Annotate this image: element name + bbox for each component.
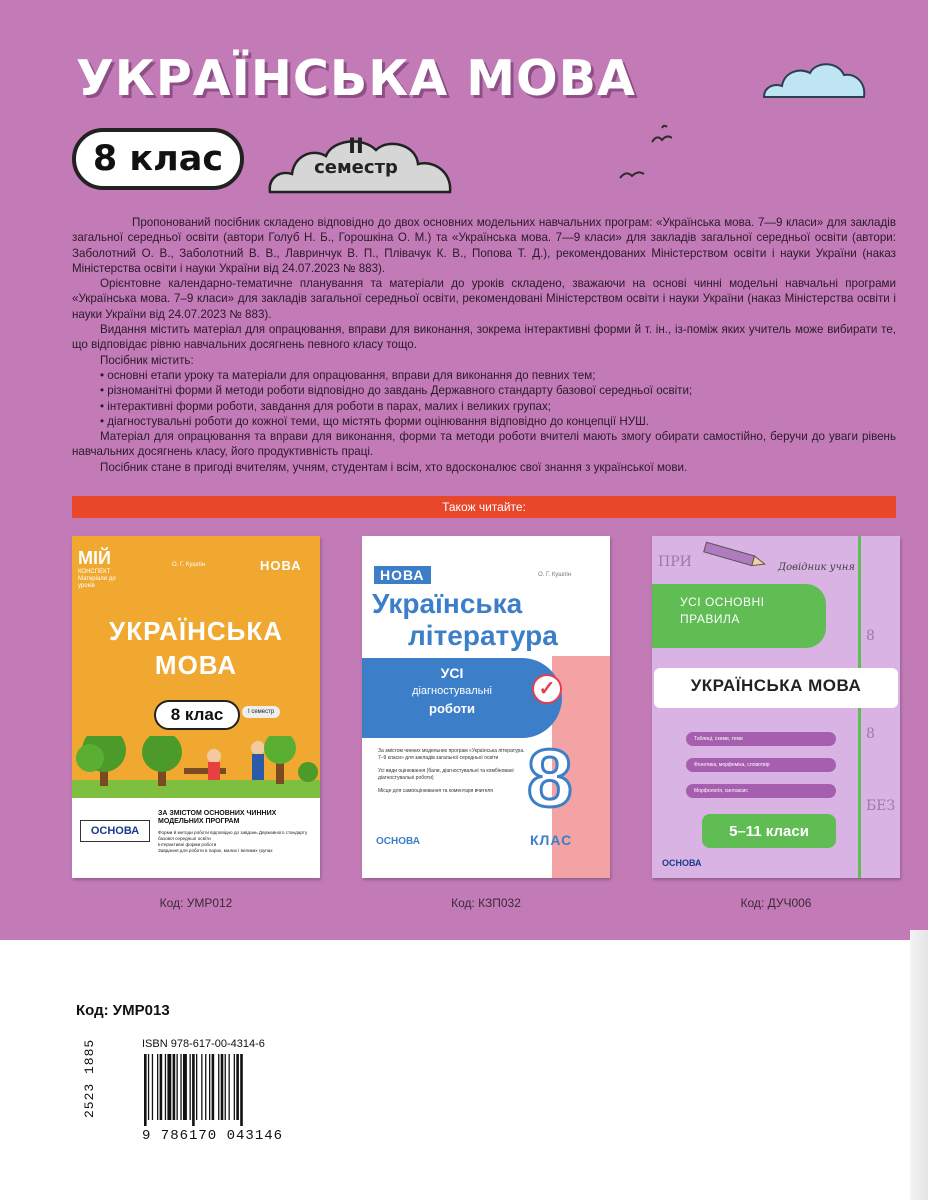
- book-cover-duch006[interactable]: [652, 536, 900, 878]
- doodle-text: БЕЗ: [866, 798, 896, 814]
- barcode-icon: [142, 1054, 282, 1126]
- product-code: Код: УМР013: [76, 1002, 170, 1019]
- book-title-line: МОВА: [154, 650, 238, 680]
- doodle-text: ПРИ: [658, 554, 692, 570]
- barcode-bar: [192, 1054, 195, 1126]
- list-item: Усі види оцінювання (бали, діагностувальні та комбіновані діагностувальні роботи): [378, 768, 514, 781]
- semester-number: II: [348, 134, 364, 158]
- publisher-logo: ОСНОВА: [80, 820, 150, 842]
- book-series-label: Довідник учня: [778, 562, 855, 573]
- book-code: Код: КЗП032: [451, 896, 521, 910]
- barcode-bar: [180, 1054, 181, 1120]
- book-nova-label: НОВА: [374, 566, 431, 584]
- barcode-bar: [229, 1054, 230, 1120]
- book-usi: УСІ: [440, 665, 464, 681]
- check-icon: ✓: [532, 674, 562, 704]
- list-item: • діагностувальні роботи до кожної теми, що містять форми оцінювання відповідно до концепції НУШ.: [100, 414, 896, 429]
- description-paragraph: Матеріал для опрацювання та вправи для виконання, форми та методи роботи вчителі мають змогу обирати самостійно, беручи до уваги рівень навчальних досягнень класу, його продуктивність праці.: [72, 430, 896, 459]
- main-title: УКРАЇНСЬКА МОВА: [76, 50, 636, 107]
- grade-badge: 8 клас: [72, 128, 244, 190]
- barcode-bar: [148, 1054, 149, 1120]
- barcode-bar: [157, 1054, 158, 1120]
- barcode-bar: [209, 1054, 210, 1120]
- barcode-bar: [196, 1054, 197, 1120]
- list-item: Форми й методи роботи відповідно до завдань Державного стандарту базової середньої освіти: [158, 830, 308, 841]
- barcode-bar: [240, 1054, 243, 1126]
- book-title: УКРАЇНСЬКА МОВА: [690, 676, 862, 695]
- list-item: За змістом чинних модельних програм «Українська література. 7–9 класи» для закладів загальної середньої освіти: [378, 748, 525, 761]
- list-item: • різноманітні форми й методи роботи відповідно до завдань Державного стандарту базової середньої освіти;: [100, 383, 896, 398]
- barcode-bar: [190, 1054, 191, 1120]
- barcode-bar: [160, 1054, 163, 1120]
- book-grade-number: 8: [527, 733, 573, 824]
- barcode-bar: [152, 1054, 153, 1120]
- doodle-text: 8: [866, 628, 875, 644]
- isbn: ISBN 978-617-00-4314-6: [142, 1038, 265, 1050]
- book-author: О. Г. Кушпін: [538, 572, 572, 578]
- description: [72, 215, 896, 475]
- book-code: Код: ДУЧ006: [740, 896, 812, 910]
- list-item: Завдання для роботи в парах, малих і великих групах: [158, 848, 273, 853]
- book-topic-pill: Морфологія, синтаксис: [686, 784, 836, 798]
- publisher-logo: ОСНОВА: [662, 858, 702, 868]
- semester-badge: [266, 128, 456, 198]
- book-topic-pill: Фонетика, морфеміка, словотвір: [686, 758, 836, 772]
- barcode-number: 9 786170 043146: [142, 1128, 284, 1144]
- semester-label: семестр: [314, 157, 398, 178]
- book-series-label: МІЙ: [78, 548, 111, 568]
- book-title-line: література: [408, 620, 558, 651]
- school-scene-illustration: [72, 736, 320, 800]
- book-diag: діагностувальні: [412, 685, 492, 697]
- page-edge-shadow: [910, 930, 928, 1200]
- book-bottom-title: ЗА ЗМІСТОМ ОСНОВНИХ ЧИННИХ МОДЕЛЬНИХ ПРОГРАМ: [158, 810, 277, 825]
- description-list: [72, 368, 896, 429]
- book-usi-line: УСІ ОСНОВНІ: [680, 595, 765, 609]
- book-code: Код: УМР012: [159, 896, 233, 910]
- list-item: Місце для самооцінювання та коментаря вчителя: [378, 788, 493, 794]
- birds-icon: [612, 122, 672, 186]
- barcode-bar: [173, 1054, 176, 1120]
- barcode-bar: [218, 1054, 219, 1120]
- description-paragraph: Посібник стане в пригоді вчителям, учням, студентам і всім, хто вдосконалює свої знання з української мови.: [100, 460, 688, 474]
- barcode-bar: [205, 1054, 206, 1120]
- barcode-bar: [165, 1054, 166, 1120]
- book-title-line: УКРАЇНСЬКА: [109, 616, 283, 646]
- barcode-side-number: 2523 1885: [82, 1038, 97, 1118]
- description-paragraph: Орієнтовне календарно-тематичне планування та матеріали до уроків складено, зважаючи на основі чинні модельні навчальні програми «Українська мова. 7–9 класи» для закладів загальної середньої освіти, рекомендовані Міністерством освіти і науки України (наказ Міністерства освіти і науки України від 24.07.2023 № 883).: [72, 277, 896, 321]
- list-item: Інтерактивні форми роботи: [158, 842, 217, 847]
- description-contains: Посібник містить:: [100, 353, 194, 367]
- book-nova-label: НОВА: [260, 558, 302, 573]
- book-series-sub: КОНСПЕКТ: [78, 569, 111, 575]
- barcode-bar: [201, 1054, 202, 1120]
- barcode-bar: [236, 1054, 239, 1120]
- barcode-bar: [183, 1054, 187, 1120]
- barcode-bar: [225, 1054, 226, 1120]
- also-read-bar: Також читайте:: [72, 496, 896, 518]
- book-author: О. Г. Кушпін: [172, 562, 206, 568]
- description-paragraph: Пропонований посібник складено відповідно до двох основних модельних навчальних програм: «Українська мова. 7—9 класи» для закладів загальної середньої освіти (автори Голуб Н. Б., Горошкіна О. М.) та «Українська мова. 7—9 класи» для закладів загальної середньої освіти (автори: Заболотний О. В., Заболотний В. В., Лавринчук В. П., Плівачук К. В., Попова Т. Д.), рекомендованих Міністерством освіти і науки України (наказ Міністерства освіти і науки України від 24.07.2023 № 883).: [72, 216, 896, 275]
- book-usi-line: ПРАВИЛА: [680, 612, 740, 626]
- barcode-bar: [144, 1054, 147, 1126]
- book-topic-pill: Таблиці, схеми, теми: [686, 732, 836, 746]
- barcode-bar: [212, 1054, 215, 1120]
- publisher-logo: ОСНОВА: [376, 836, 420, 847]
- book-semester: I семестр: [242, 706, 280, 718]
- book-grades: 5–11 класи: [702, 814, 836, 848]
- pencil-icon: [698, 540, 768, 570]
- cloud-icon: [758, 55, 870, 101]
- book-cover-umr012[interactable]: [72, 536, 320, 878]
- book-grade: 8 клас: [154, 700, 240, 730]
- book-series-note: Матеріали до уроків: [78, 576, 116, 589]
- doodle-text: 8: [866, 726, 875, 742]
- barcode-bar: [177, 1054, 178, 1120]
- barcode-bar: [221, 1054, 224, 1120]
- list-item: • інтерактивні форми роботи, завдання для роботи в парах, малих і великих групах;: [100, 399, 896, 414]
- book-cover-kzp032[interactable]: [362, 536, 610, 878]
- book-roboty: роботи: [429, 701, 475, 716]
- book-title-line: Українська: [372, 588, 523, 619]
- book-klas-label: КЛАС: [530, 832, 573, 848]
- description-paragraph: Видання містить матеріал для опрацювання, вправи для виконання, зокрема інтерактивні форми й т. ін., із-поміж яких учитель може вибирати те, що відповідає рівню навчальних досягнень певного класу тощо.: [72, 323, 896, 352]
- barcode-bar: [167, 1054, 171, 1120]
- barcode-bar: [234, 1054, 235, 1120]
- list-item: • основні етапи уроку та матеріали для опрацювання, вправи для виконання до певних тем;: [100, 368, 896, 383]
